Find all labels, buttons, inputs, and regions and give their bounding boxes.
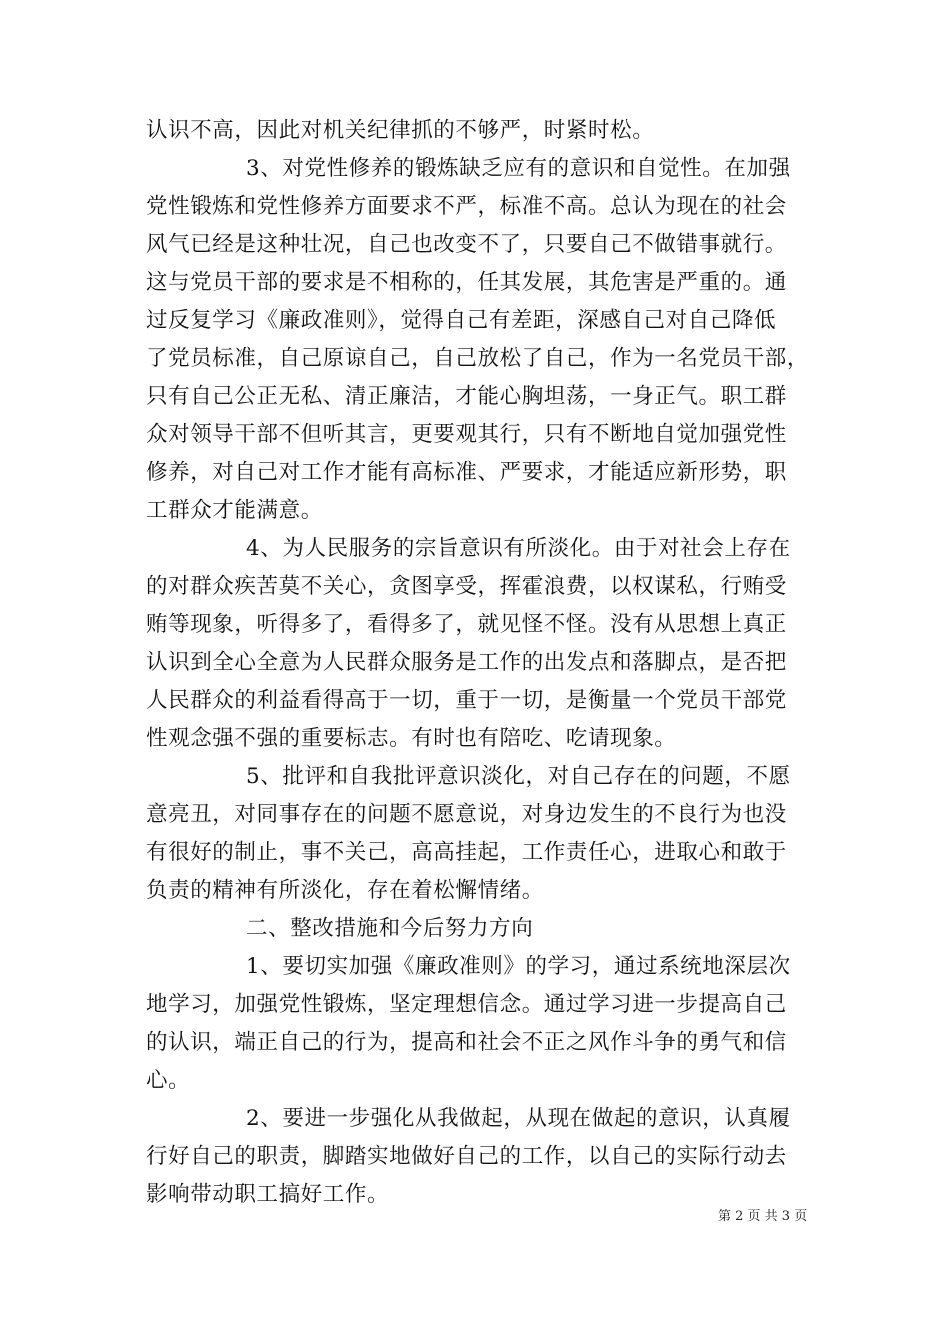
paragraph-3-heading-line: 3、对党性修养的锻炼缺乏应有的意识和自觉性。在加强 <box>246 156 791 181</box>
text-line: 性观念强不强的重要标志。有时也有陪吃、吃请现象。 <box>146 726 677 751</box>
paragraph-5-heading-line: 5、批评和自我批评意识淡化，对自己存在的问题，不愿 <box>246 764 791 789</box>
paragraph-4-heading-line: 4、为人民服务的宗旨意识有所淡化。由于对社会上存在 <box>246 536 791 561</box>
text-line: 地学习，加强党性锻炼，坚定理想信念。通过学习进一步提高自己 <box>146 992 787 1017</box>
page-number-footer: 第 2 页 共 3 页 <box>718 1209 808 1224</box>
text-line: 认识不高，因此对机关纪律抓的不够严，时紧时松。 <box>146 118 655 143</box>
text-line: 意亮丑，对同事存在的问题不愿意说，对身边发生的不良行为也没 <box>146 802 787 827</box>
section-heading: 二、整改措施和今后努力方向 <box>246 916 534 941</box>
text-line: 负责的精神有所淡化，存在着松懈情绪。 <box>146 878 544 903</box>
text-line: 党性锻炼和党性修养方面要求不严，标准不高。总认为现在的社会 <box>146 194 787 219</box>
text-line: 了党员标准，自己原谅自己，自己放松了自己，作为一名党员干部， <box>146 346 810 371</box>
text-line: 心。 <box>146 1068 191 1093</box>
text-line: 有很好的制止，事不关己，高高挂起，工作责任心，进取心和敢于 <box>146 840 787 865</box>
text-line: 风气已经是这种壮况，自己也改变不了，只要自己不做错事就行。 <box>146 232 787 257</box>
text-line: 众对领导干部不但听其言，更要观其行，只有不断地自觉加强党性 <box>146 422 787 447</box>
text-line: 影响带动职工搞好工作。 <box>146 1182 390 1207</box>
text-line: 行好自己的职责，脚踏实地做好自己的工作，以自己的实际行动去 <box>146 1144 787 1169</box>
text-line: 的认识，端正自己的行为，提高和社会不正之风作斗争的勇气和信 <box>146 1030 787 1055</box>
text-line: 只有自己公正无私、清正廉洁，才能心胸坦荡，一身正气。职工群 <box>146 384 787 409</box>
text-line: 人民群众的利益看得高于一切，重于一切，是衡量一个党员干部党 <box>146 688 787 713</box>
measure-2-heading-line: 2、要进一步强化从我做起，从现在做起的意识，认真履 <box>246 1106 791 1131</box>
text-line: 修养，对自己对工作才能有高标准、严要求，才能适应新形势，职 <box>146 460 787 485</box>
measure-1-heading-line: 1、要切实加强《廉政准则》的学习，通过系统地深层次 <box>246 954 791 979</box>
text-line: 过反复学习《廉政准则》，觉得自己有差距，深感自己对自己降低 <box>146 308 777 333</box>
text-line: 的对群众疾苦莫不关心，贪图享受，挥霍浪费，以权谋私，行贿受 <box>146 574 787 599</box>
text-line: 认识到全心全意为人民群众服务是工作的出发点和落脚点，是否把 <box>146 650 787 675</box>
text-line: 贿等现象，听得多了，看得多了，就见怪不怪。没有从思想上真正 <box>146 612 787 637</box>
text-line: 这与党员干部的要求是不相称的，任其发展，其危害是严重的。通 <box>146 270 787 295</box>
text-line: 工群众才能满意。 <box>146 498 323 523</box>
